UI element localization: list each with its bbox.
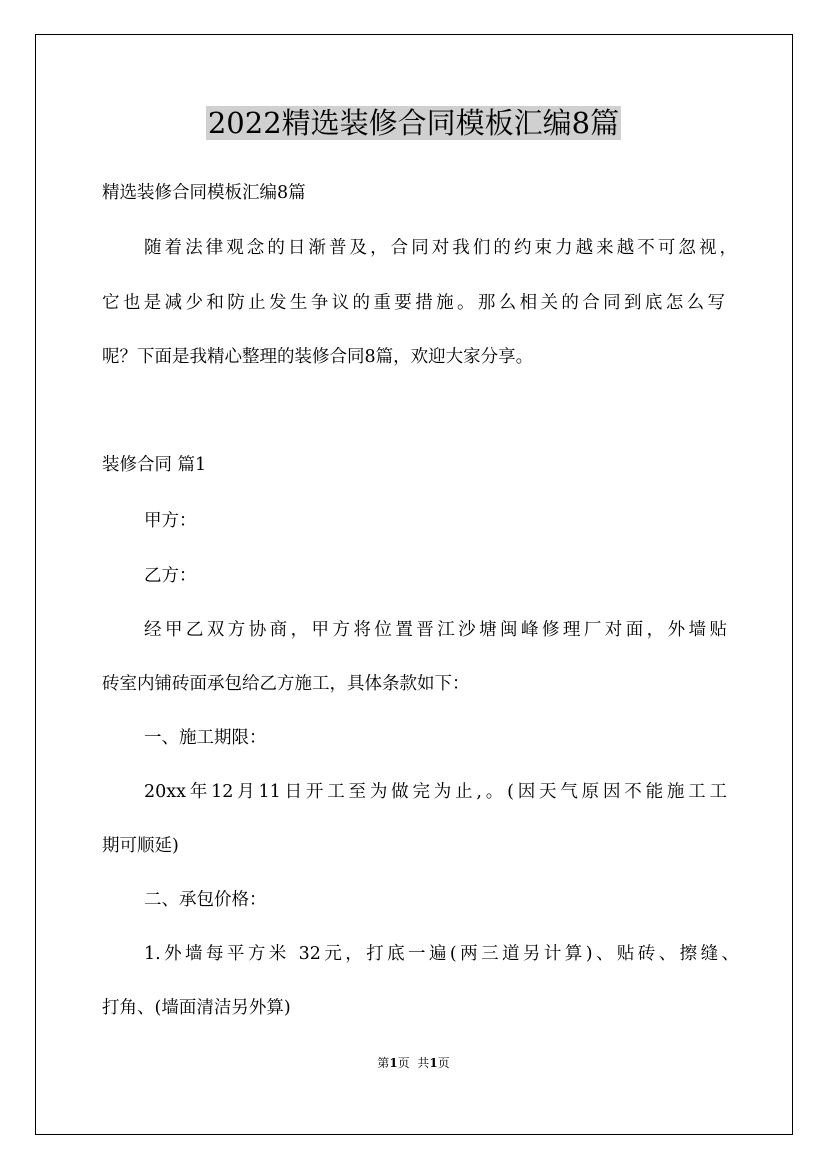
- document-subtitle: 精选装修合同模板汇编8篇: [102, 183, 306, 203]
- agreement-line-1: 经甲乙双方协商，甲方将位置晋江沙塘闽峰修理厂对面，外墙贴: [144, 620, 727, 640]
- page-footer: [0, 1055, 827, 1071]
- party-a-label: 甲方：: [144, 511, 197, 531]
- intro-line-3: 呢？下面是我精心整理的装修合同8篇，欢迎大家分享。: [102, 347, 534, 367]
- intro-line-2: 它也是减少和防止发生争议的重要措施。那么相关的合同到底怎么写: [102, 293, 725, 313]
- clause-1-line-1: 20xx年12月11日开工至为做完为止,。(因天气原因不能施工工: [144, 782, 727, 802]
- clause-2-line-1: 1.外墙每平方米 32元，打底一遍(两三道另计算)、贴砖、擦缝、: [144, 944, 739, 964]
- intro-line-1: 随着法律观念的日渐普及，合同对我们的约束力越来越不可忽视，: [144, 238, 737, 258]
- document-title: [0, 103, 827, 143]
- clause-1-heading: 一、施工期限：: [144, 728, 267, 748]
- agreement-line-2: 砖室内铺砖面承包给乙方施工，具体条款如下：: [102, 674, 470, 694]
- document-title-text: 2022精选装修合同模板汇编8篇: [207, 106, 620, 140]
- footer-page-mid: 页 共: [397, 1056, 430, 1070]
- section-heading: 装修合同 篇1: [102, 455, 207, 475]
- clause-1-line-2: 期可顺延): [102, 836, 179, 856]
- footer-page-total: 1: [429, 1056, 438, 1070]
- party-b-label: 乙方：: [144, 566, 197, 586]
- clause-2-heading: 二、承包价格：: [144, 890, 267, 910]
- footer-page-prefix: 第: [377, 1056, 390, 1070]
- footer-page-number: 1: [389, 1056, 398, 1070]
- clause-2-line-2: 打角、(墙面清洁另外算): [102, 998, 291, 1018]
- footer-page-suffix: 页: [437, 1056, 450, 1070]
